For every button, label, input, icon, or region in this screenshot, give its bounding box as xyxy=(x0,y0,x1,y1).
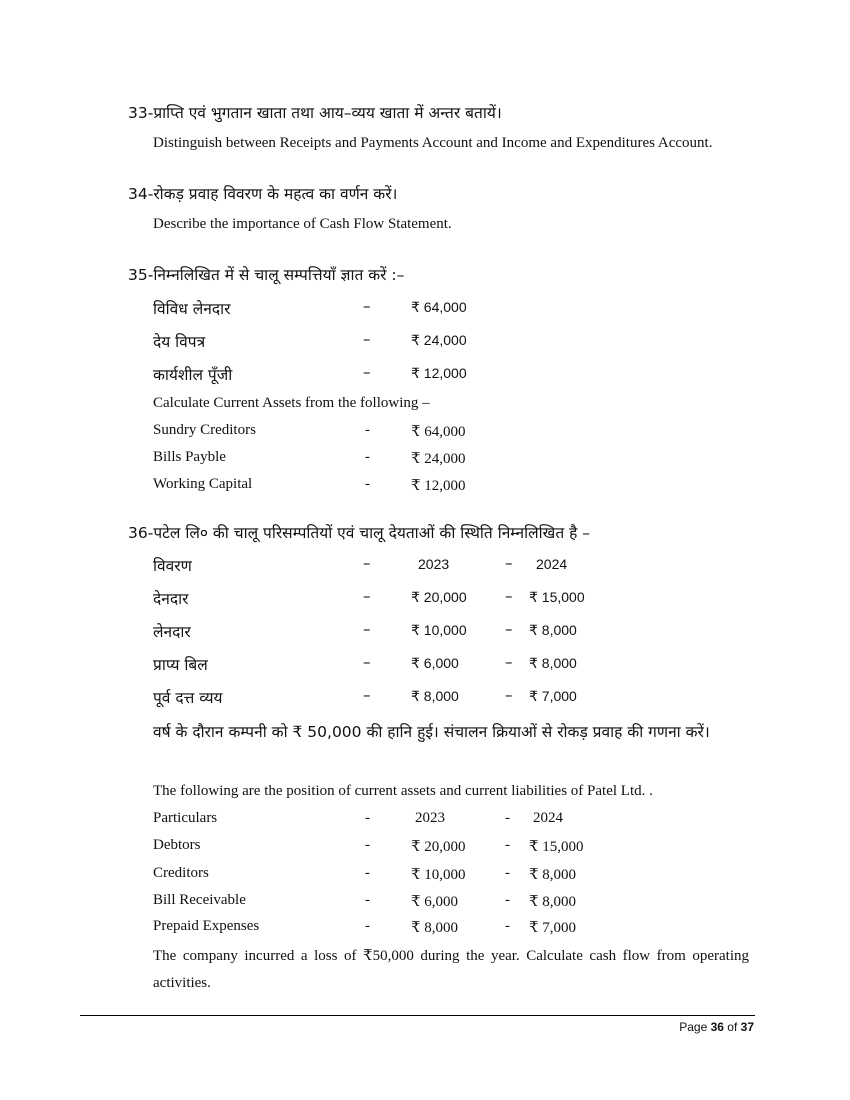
q36-en-row-v1: ₹ 20,000 xyxy=(411,839,466,855)
q35-hindi-title: 35-निम्नलिखित में से चालू सम्पत्तियाँ ज्ञात करें :– xyxy=(128,266,405,284)
q36-en-row-sep1: - xyxy=(365,865,370,881)
q36-hi-row-label: लेनदार xyxy=(153,623,191,641)
q36-hi-row-v2: ₹ 8,000 xyxy=(529,622,577,638)
q36-hi-row-v2: ₹ 15,000 xyxy=(529,589,585,605)
q35-hi-row-label: कार्यशील पूँजी xyxy=(153,366,233,384)
q36-en-row-v1: ₹ 10,000 xyxy=(411,867,466,883)
q36-en-row-sep1: - xyxy=(365,837,370,853)
q36-en-row-v2: ₹ 8,000 xyxy=(529,894,577,910)
page-of: of xyxy=(723,1020,741,1034)
page-total: 37 xyxy=(740,1020,754,1034)
q36-en-row-sep2: - xyxy=(505,918,510,934)
q36-hi-row-v1: ₹ 6,000 xyxy=(411,655,459,671)
q35-hi-row-value: ₹ 12,000 xyxy=(411,365,467,381)
q35-hi-row-value: ₹ 64,000 xyxy=(411,299,467,315)
q36-en-row-sep2: - xyxy=(505,810,510,826)
q34-english: Describe the importance of Cash Flow Statement. xyxy=(153,216,452,232)
q36-hi-row-v2: ₹ 7,000 xyxy=(529,688,577,704)
q36-hi-row-sep1: – xyxy=(363,587,371,605)
q35-en-row-sep: - xyxy=(365,422,370,438)
q36-hi-row-label: देनदार xyxy=(153,590,189,608)
q36-hi-row-sep2: – xyxy=(505,653,513,671)
q35-hi-row-value: ₹ 24,000 xyxy=(411,332,467,348)
q35-en-row-sep: - xyxy=(365,476,370,492)
q33-english: Distinguish between Receipts and Payments Account and Income and Expenditures Account. xyxy=(153,135,713,151)
q35-en-row-value: ₹ 64,000 xyxy=(411,424,466,440)
q36-hi-row-v1: 2023 xyxy=(418,556,450,572)
q36-hi-row-label: प्राप्य बिल xyxy=(153,656,208,674)
q35-en-row-label: Bills Payble xyxy=(153,449,226,465)
page-current: 36 xyxy=(710,1020,724,1034)
q36-en-row-label: Creditors xyxy=(153,865,209,881)
q36-en-row-label: Bill Receivable xyxy=(153,892,246,908)
q36-hi-row-sep2: – xyxy=(505,620,513,638)
q36-hi-row-sep2: – xyxy=(505,686,513,704)
q36-en-row-sep1: - xyxy=(365,918,370,934)
q36-hi-row-v2: 2024 xyxy=(536,556,568,572)
q36-hindi-paragraph: वर्ष के दौरान कम्पनी को ₹ 50,000 की हानि हुई। संचालन क्रियाओं से रोकड़ प्रवाह की गणना करें। xyxy=(153,723,710,741)
q36-english-title: The following are the position of current assets and current liabilities of Patel Ltd. . xyxy=(153,783,653,799)
q36-en-row-label: Prepaid Expenses xyxy=(153,918,260,934)
q35-hi-row-label: विविध लेनदार xyxy=(153,300,231,318)
q35-en-row-label: Sundry Creditors xyxy=(153,422,256,438)
q35-en-row-value: ₹ 24,000 xyxy=(411,451,466,467)
q36-hi-row-v1: ₹ 10,000 xyxy=(411,622,467,638)
q36-en-row-v2: ₹ 7,000 xyxy=(529,920,577,936)
q35-hi-row-sep: – xyxy=(363,330,371,348)
q36-en-row-sep1: - xyxy=(365,810,370,826)
q35-hi-row-sep: – xyxy=(363,363,371,381)
q35-en-row-sep: - xyxy=(365,449,370,465)
q36-hi-row-v1: ₹ 8,000 xyxy=(411,688,459,704)
q36-en-row-v1: ₹ 6,000 xyxy=(411,894,459,910)
q36-hi-row-v2: ₹ 8,000 xyxy=(529,655,577,671)
q35-english-title: Calculate Current Assets from the following – xyxy=(153,395,430,411)
q36-en-row-sep2: - xyxy=(505,892,510,908)
q36-hi-row-sep2: – xyxy=(505,554,513,572)
q36-en-row-label: Particulars xyxy=(153,810,218,826)
q36-hi-row-label: विवरण xyxy=(153,557,192,575)
q33-hindi: 33-प्राप्ति एवं भुगतान खाता तथा आय–व्यय खाता में अन्तर बतायें। xyxy=(128,104,502,122)
q36-en-row-v2: ₹ 8,000 xyxy=(529,867,577,883)
q36-hi-row-sep2: – xyxy=(505,587,513,605)
q36-hi-row-sep1: – xyxy=(363,620,371,638)
page-prefix: Page xyxy=(679,1020,711,1034)
q36-en-row-v1: ₹ 8,000 xyxy=(411,920,459,936)
q35-en-row-value: ₹ 12,000 xyxy=(411,478,466,494)
q36-en-row-v2: ₹ 15,000 xyxy=(529,839,584,855)
q36-hi-row-label: पूर्व दत्त व्यय xyxy=(153,689,223,707)
q35-en-row-label: Working Capital xyxy=(153,476,253,492)
q36-hi-row-sep1: – xyxy=(363,653,371,671)
footer-rule xyxy=(80,1015,755,1016)
q36-hi-row-v1: ₹ 20,000 xyxy=(411,589,467,605)
q36-en-row-sep1: - xyxy=(365,892,370,908)
q36-en-row-sep2: - xyxy=(505,837,510,853)
q36-en-row-sep2: - xyxy=(505,865,510,881)
q36-en-row-v1: 2023 xyxy=(415,810,445,826)
q36-english-paragraph: The company incurred a loss of ₹50,000 during the year. Calculate cash flow from operating activities. xyxy=(153,948,749,991)
q34-hindi: 34-रोकड़ प्रवाह विवरण के महत्व का वर्णन करें। xyxy=(128,185,398,203)
q35-hi-row-label: देय विपत्र xyxy=(153,333,206,351)
q36-en-row-label: Debtors xyxy=(153,837,201,853)
page-number xyxy=(679,1020,754,1034)
q36-hi-row-sep1: – xyxy=(363,554,371,572)
q35-hi-row-sep: – xyxy=(363,297,371,315)
q36-en-row-v2: 2024 xyxy=(533,810,563,826)
q36-hi-row-sep1: – xyxy=(363,686,371,704)
q36-hindi-title: 36-पटेल लि० की चालू परिसम्पतियों एवं चालू देयताओं की स्थिति निम्नलिखित है – xyxy=(128,524,591,542)
